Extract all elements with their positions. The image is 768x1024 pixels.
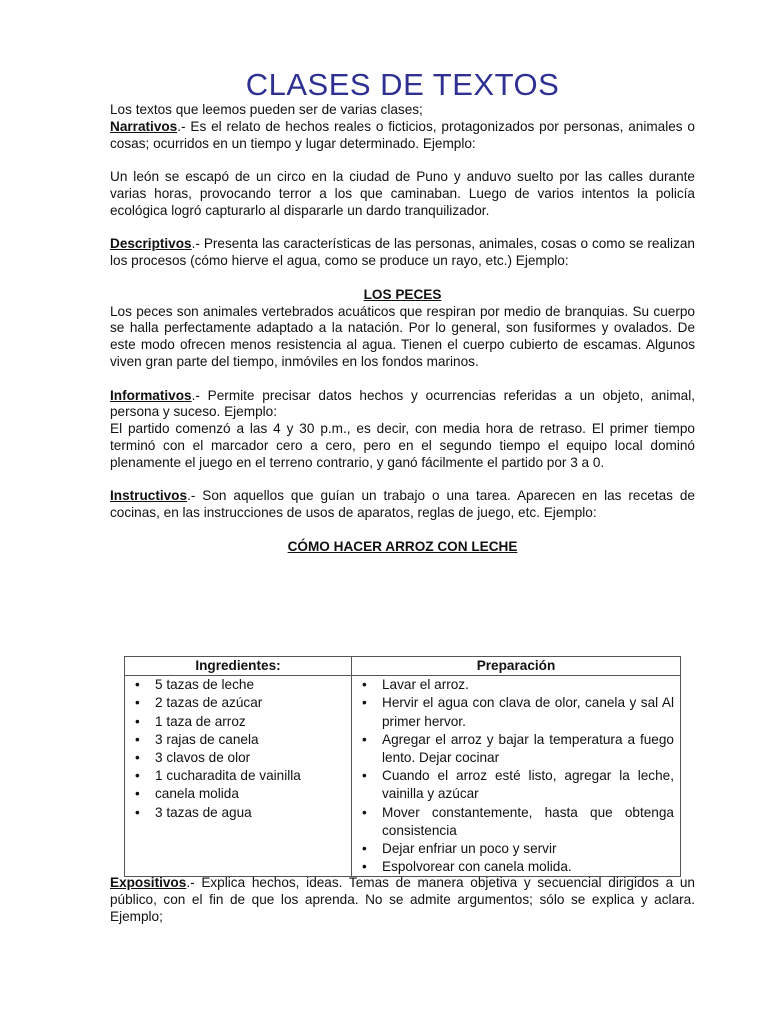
list-item: • Mover constantemente, hasta que obtenga consistencia bbox=[356, 804, 674, 840]
descriptivos-text: .- Presenta las características de las personas, animales, cosas o como se realizan los procesos (cómo hierve el agua, como se produce un rayo, etc.) Ejemplo: bbox=[110, 236, 695, 269]
table-row bbox=[125, 676, 681, 877]
narrativos-example: Un león se escapó de un circo en la ciudad de Puno y anduvo suelto por las calles durante varias horas, provocando terror a los que caminaban. Luego de varios intentos la policía ecológica logró capturarlo al dispararle un dardo tranquilizador. bbox=[110, 169, 695, 218]
list-item: • canela molida bbox=[129, 785, 347, 803]
list-item: • Hervir el agua con clava de olor, canela y sal Al primer hervor. bbox=[356, 694, 674, 730]
recipe-table bbox=[124, 656, 681, 877]
page-title: CLASES DE TEXTOS bbox=[245, 67, 560, 102]
list-item: • 3 clavos de olor bbox=[129, 749, 347, 767]
expositivos-term: Expositivos bbox=[110, 875, 187, 890]
ingredients-cell bbox=[125, 676, 352, 877]
instructivos-text: .- Son aquellos que guían un trabajo o una tarea. Aparecen en las recetas de cocinas, en las instrucciones de usos de aparatos, reglas de juego, etc. Ejemplo: bbox=[110, 488, 695, 521]
list-item: • Lavar el arroz. bbox=[356, 676, 674, 694]
informativos-term: Informativos bbox=[110, 387, 192, 403]
informativos-definition bbox=[110, 388, 695, 422]
preparation-cell bbox=[352, 676, 681, 877]
list-item: • Cuando el arroz esté listo, agregar la leche, vainilla y azúcar bbox=[356, 767, 674, 803]
ingredients-list bbox=[129, 676, 347, 822]
list-item: • 3 rajas de canela bbox=[129, 731, 347, 749]
narrativos-text: .- Es el relato de hechos reales o ficticios, protagonizados por personas, animales o cosas; ocurridos en un tiempo y lugar determinado. Ejemplo: bbox=[110, 118, 695, 151]
descriptivos-definition bbox=[110, 236, 695, 270]
descriptivos-term: Descriptivos bbox=[110, 236, 192, 252]
descriptivos-example-title: LOS PECES bbox=[363, 286, 442, 302]
table-header-row bbox=[125, 657, 681, 676]
expositivos-section bbox=[110, 875, 695, 925]
instructivos-definition bbox=[110, 488, 695, 522]
expositivos-definition bbox=[110, 875, 695, 925]
intro-paragraph: Los textos que leemos pueden ser de varias clases; bbox=[110, 102, 423, 117]
preparation-header: Preparación bbox=[352, 657, 681, 676]
instructivos-example-title: CÓMO HACER ARROZ CON LECHE bbox=[287, 538, 518, 554]
list-item: • 1 cucharadita de vainilla bbox=[129, 767, 347, 785]
list-item: • 3 tazas de agua bbox=[129, 804, 347, 822]
list-item: • 2 tazas de azúcar bbox=[129, 694, 347, 712]
narrativos-definition bbox=[110, 119, 695, 153]
list-item: • 5 tazas de leche bbox=[129, 676, 347, 694]
ingredients-header: Ingredientes: bbox=[125, 657, 352, 676]
preparation-list bbox=[356, 676, 674, 876]
descriptivos-example: Los peces son animales vertebrados acuáticos que respiran por medio de branquias. Su cuerpo se halla perfectamente adaptado a la natación. Por lo general, son fusiformes y ovalados. De este modo ofrecen menos resistencia al agua. Tienen el cuerpo cubierto de escamas. Algunos viven gran parte del tiempo, inmóviles en los fondos marinos. bbox=[110, 303, 695, 369]
instructivos-term: Instructivos bbox=[110, 488, 188, 504]
expositivos-text: .- Explica hechos, ideas. Temas de manera objetiva y secuencial dirigidos a un público, con el fin de que los aprenda. No se admite argumentos; sólo se explica y aclara. Ejemplo; bbox=[110, 875, 695, 924]
informativos-text: .- Permite precisar datos hechos y ocurrencias referidas a un objeto, animal, persona y suceso. Ejemplo: bbox=[110, 387, 695, 420]
list-item: • Agregar el arroz y bajar la temperatura a fuego lento. Dejar cocinar bbox=[356, 731, 674, 767]
list-item: • 1 taza de arroz bbox=[129, 713, 347, 731]
document-body bbox=[110, 66, 695, 556]
narrativos-term: Narrativos bbox=[110, 118, 178, 134]
list-item: • Espolvorear con canela molida. bbox=[356, 858, 674, 876]
list-item: • Dejar enfriar un poco y servir bbox=[356, 840, 674, 858]
informativos-example: El partido comenzó a las 4 y 30 p.m., es decir, con media hora de retraso. El primer tiempo terminó con el marcador cero a cero, pero en el segundo tiempo el equipo local dominó plenamente el juego en el terreno contrario, y ganó fácilmente el partido por 3 a 0. bbox=[110, 421, 695, 470]
